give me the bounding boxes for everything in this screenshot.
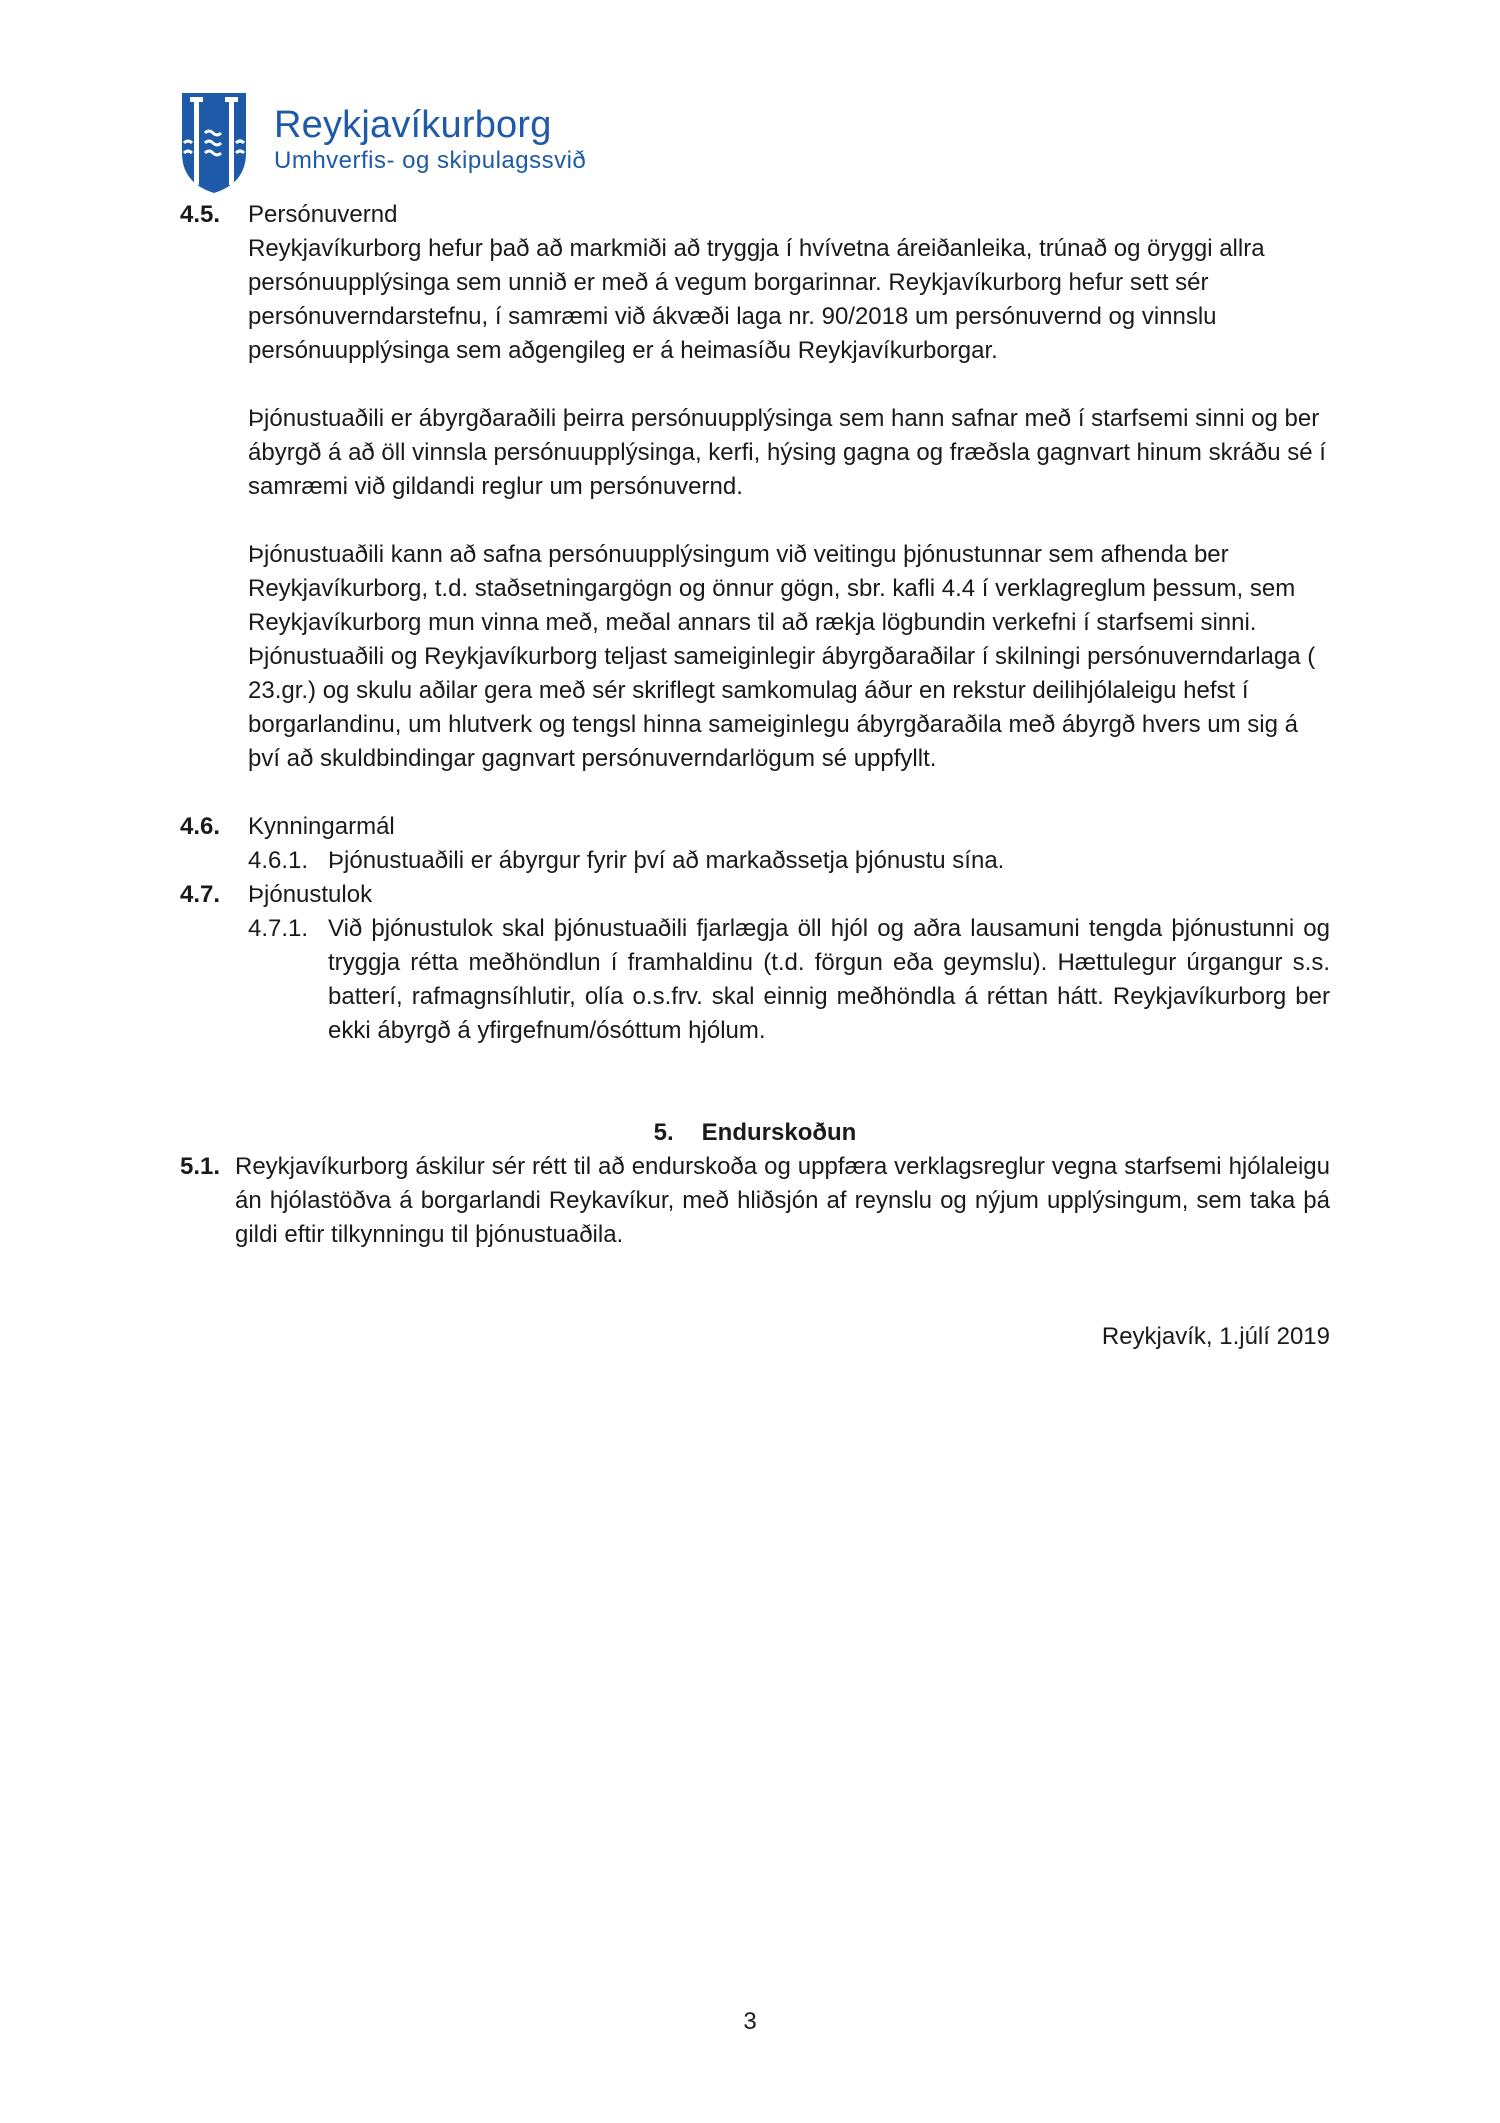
section-number: 5.1. — [180, 1153, 221, 1180]
subsection-4-6-1 — [248, 844, 1330, 878]
section-title: Þjónustulok — [248, 881, 373, 908]
section-number: 4.6. — [180, 813, 221, 840]
section-5-heading — [180, 1116, 1330, 1150]
document-body — [180, 198, 1330, 1354]
section-text: Reykjavíkurborg áskilur sér rétt til að endurskoða og uppfæra verklagsreglur vegna starfsemi hjólaleigu án hjólastöðva á borgarlandi Reykavíkur, með hliðsjón af reynslu og nýjum upplýsingum, sem taka þá gildi eftir tilkynningu til þjónustuaðila. — [235, 1153, 1330, 1248]
section-5-1 — [180, 1150, 1330, 1252]
section-number: 4.7. — [180, 881, 221, 908]
letterhead-text — [274, 103, 586, 175]
paragraph: Þjónustuaðili kann að safna persónuupplýsingum við veitingu þjónustunnar sem afhenda ber Reykjavíkurborg, t.d. staðsetningargögn og önnur gögn, sbr. kafli 4.4 í verklagreglum þessum, sem Reykjavíkurborg mun vinna með, meðal annars til að rækja lögbundin verkefni í starfsemi sinni. Þjónustuaðili og Reykjavíkurborg teljast sameiginlegir ábyrgðaraðilar í skilningi persónuverndarlaga ( 23.gr.) og skulu aðilar gera með sér skriflegt samkomulag áður en rekstur deilihjólaleigu hefst í borgarlandinu, um hlutverk og tengsl hinna sameiginlegu ábyrgðaraðila með ábyrgð hvers um sig á því að skuldbindingar gagnvart persónuverndarlögum sé uppfyllt. — [248, 541, 1316, 772]
place-and-date: Reykjavík, 1.júlí 2019 — [1101, 1323, 1330, 1350]
subsection-number: 4.7.1. — [248, 915, 309, 942]
section-number: 4.5. — [180, 201, 221, 228]
subsection-text: Þjónustuaðili er ábyrgur fyrir því að markaðssetja þjónustu sína. — [328, 847, 1005, 874]
section-content — [248, 198, 1330, 776]
subsection-number: 4.6.1. — [248, 847, 309, 874]
subsection-text: Við þjónustulok skal þjónustuaðili fjarlægja öll hjól og aðra lausamuni tengda þjónustunni og tryggja rétta meðhöndlun í framhaldinu (t.d. förgun eða geymslu). Hættulegur úrgangur s.s. batterí, rafmagnsíhlutir, olía o.s.frv. skal einnig meðhöndla á réttan hátt. Reykjavíkurborg ber ekki ábyrgð á yfirgefnum/ósóttum hjólum. — [328, 915, 1330, 1044]
section-4-7 — [180, 878, 1330, 912]
page-number: 3 — [743, 2008, 757, 2035]
reykjavik-coat-of-arms-logo — [180, 91, 248, 195]
paragraph: Þjónustuaðili er ábyrgðaraðili þeirra persónuupplýsinga sem hann safnar með í starfsemi sinni og ber ábyrgð á að öll vinnsla persónuupplýsinga, kerfi, hýsing gagna og fræðsla gagnvart hinum skráðu sé í samræmi við gildandi reglur um persónuvernd. — [248, 405, 1326, 500]
section-number: 5. — [653, 1119, 674, 1146]
paragraph: Reykjavíkurborg hefur það að markmiði að tryggja í hvívetna áreiðanleika, trúnað og öryggi allra persónuupplýsinga sem unnið er með á vegum borgarinnar. Reykjavíkurborg hefur sett sér persónuverndarstefnu, í samræmi við ákvæði laga nr. 90/2018 um persónuvernd og vinnslu persónuupplýsinga sem aðgengileg er á heimasíðu Reykjavíkurborgar. — [248, 235, 1265, 364]
section-title: Persónuvernd — [248, 201, 398, 228]
organization-name: Reykjavíkurborg — [274, 104, 552, 146]
letterhead — [180, 88, 586, 198]
section-title: Kynningarmál — [248, 813, 395, 840]
section-title: Endurskoðun — [701, 1119, 857, 1146]
department-name: Umhverfis- og skipulagssvið — [274, 147, 587, 174]
section-4-6 — [180, 810, 1330, 844]
subsection-4-7-1 — [248, 912, 1330, 1048]
section-4-5 — [180, 198, 1330, 776]
